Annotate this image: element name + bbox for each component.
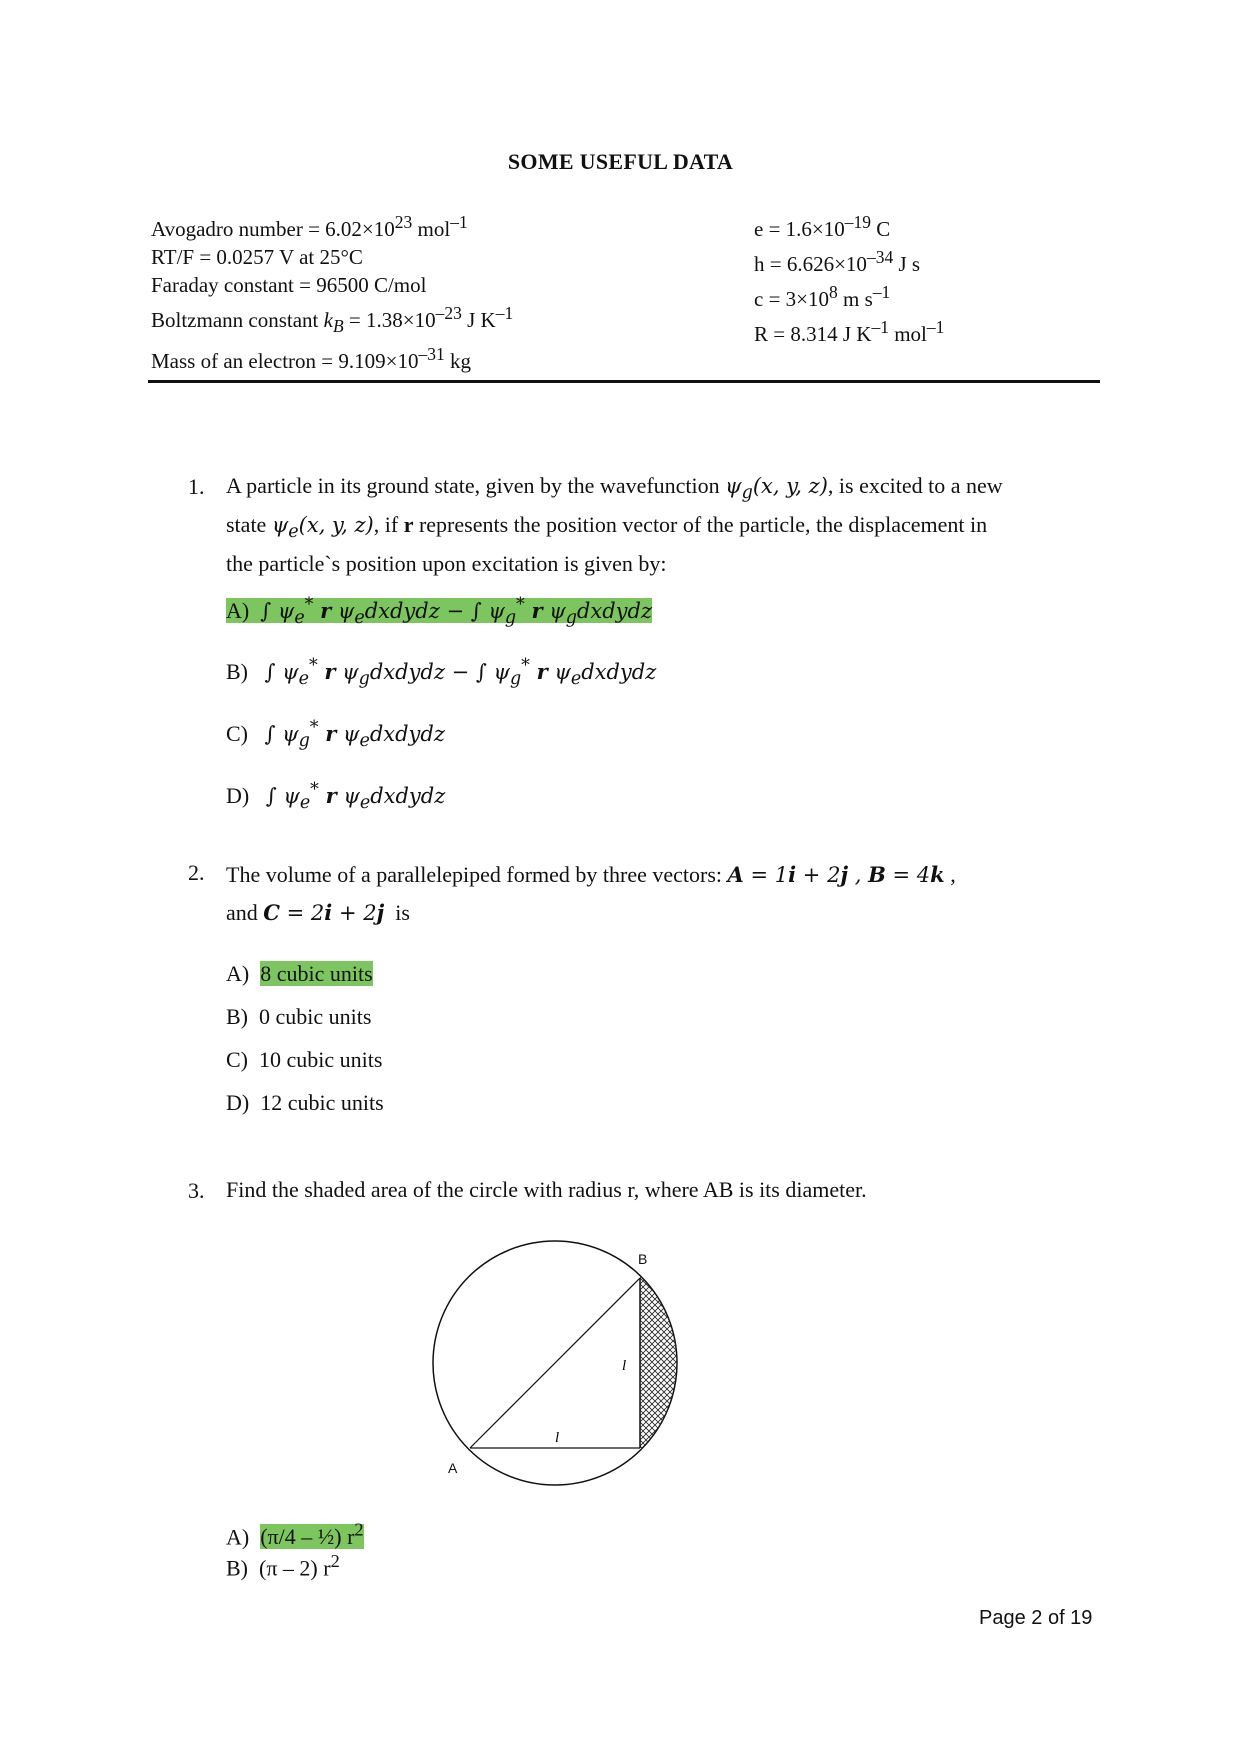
question-2-line-1: The volume of a parallelepiped formed by three vectors: A = 1i + 2j , B = 4k , [226,862,956,887]
question-2-line-2: and C = 2i + 2j is [226,900,410,925]
question-number: 1. [188,474,205,499]
constant-electron-mass: Mass of an electron = $9.109\times 10^{-31}$ kg [151,344,471,374]
question-2-text [226,856,1106,932]
constant-r: R = 8.314 J $K^{-1}$ mol$^{-1}$ [754,317,945,346]
question-1-line-2: state $\psi_e(x$, y, z), if r represents the position vector of the particle, the displacement in [226,512,988,543]
answer-highlight: 8 cubic units [260,961,373,986]
constant-boltzmann: Boltzmann constant $k_B = 1.38\times 10^{-23}$ J $K^{-1}$ [151,303,514,337]
point-a-label: A [448,1460,458,1476]
question-number: 2. [188,860,205,885]
question-2-option-b[interactable] [226,1002,371,1032]
point-b-label: B [638,1251,648,1267]
constants-left-column [151,208,513,375]
answer-highlight: (π/4 – ½) $r^2$ [260,1520,364,1550]
constant-rt-f: RT/F = 0.0257 V at 25°C [151,245,363,269]
question-3-option-b[interactable]: B) (π – 2) $r^2$ [226,1551,340,1581]
question-2-option-c[interactable] [226,1045,382,1075]
constant-h: $h = 6.626\times 10^{-34}$ J s [754,247,921,276]
answer-highlight: A) ∫ $\psi_e^*$ r $\psi_edxdydz$ − ∫ $\psi_g^*$ r $\psi_gdxdydz$ [226,595,653,629]
diameter-ab [470,1278,640,1448]
page-number: Page 2 of 19 [979,1607,1093,1629]
option-label: A) [226,961,250,986]
option-label: B) [226,1004,248,1029]
question-3-option-a[interactable]: A) (π/4 – ½) $r^2$ [226,1520,364,1550]
page-title: SOME USEFUL DATA [507,149,734,174]
question-3-text: Find the shaded area of the circle with radius r, where AB is its diameter. [226,1177,867,1202]
question-1-line-3: the particle`s position upon excitation is given by: [226,551,667,577]
question-number: 3. [188,1178,205,1203]
constants-right-column [754,208,944,348]
constant-faraday: Faraday constant = 96500 C/mol [151,273,427,297]
constant-e: $e = 1.6\times 10^{-19}$ C [754,212,891,241]
constant-avogadro: Avogadro number = $6.02\times 10^{23}$ mol$^{-1}$ [151,212,468,241]
constant-c: $c = 3\times 10^8$ m $s^{-1}$ [754,282,891,311]
option-label: D) [226,1090,250,1115]
option-text: 0 cubic units [259,1004,372,1029]
shaded-segment [640,1230,690,1500]
option-text: 10 cubic units [259,1047,383,1072]
side-label-vertical: l [622,1358,627,1374]
question-1-option-c[interactable]: C) ∫ $\psi_g^*$ r $\psi_edxdydz$ [226,718,445,752]
question-1-text [226,470,1106,580]
question-1-option-d[interactable]: D) ∫ $\psi_e^*$ r $\psi_edxdydz$ [226,780,446,814]
side-label-horizontal: l [555,1430,560,1446]
circle-figure [430,1230,690,1505]
question-1-line-1: A particle in its ground state, given by the wavefunction $\psi_g(x$, y, z), is excited to a new [226,473,1003,504]
option-label: C) [226,1047,248,1072]
question-2-option-d[interactable] [226,1088,384,1118]
circle-diagram [430,1230,690,1500]
question-1-option-a[interactable] [226,590,652,633]
question-1-option-b[interactable]: B) ∫ $\psi_e^*$ r $\psi_gdxdydz$ − ∫ $\psi_g^*$ r $\psi_edxdydz$ [226,656,657,690]
section-divider [148,380,1100,383]
question-2-option-a[interactable] [226,959,373,989]
option-text: 12 cubic units [260,1090,384,1115]
